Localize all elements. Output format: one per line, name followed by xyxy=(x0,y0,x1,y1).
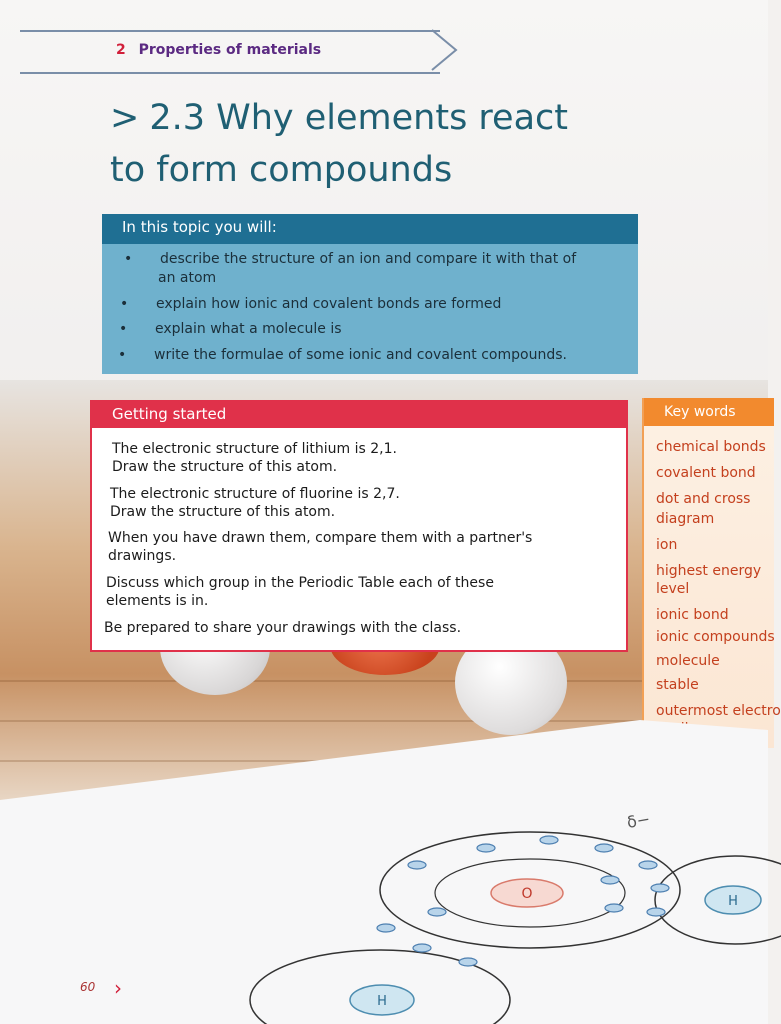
chapter-number: 2 xyxy=(116,42,126,58)
topic-item: • explain how ionic and covalent bonds are formed xyxy=(120,296,502,312)
topic-item: • explain what a molecule is xyxy=(119,321,342,337)
topic-item-continuation: an atom xyxy=(158,270,217,286)
bullet-icon: • xyxy=(120,296,129,312)
getting-started-line: Draw the structure of this atom. xyxy=(110,504,336,520)
topic-item: • describe the structure of an ion and compare it with that of xyxy=(124,251,577,267)
title-chevron-icon: > xyxy=(110,98,140,138)
key-word: ion xyxy=(656,537,678,553)
getting-started-line: elements is in. xyxy=(106,593,209,609)
hydrogen-right-label: H xyxy=(728,894,738,909)
key-words-heading: Key words xyxy=(644,398,774,426)
bullet-icon: • xyxy=(124,251,133,267)
hydrogen-left-label: H xyxy=(377,994,387,1009)
getting-started-heading: Getting started xyxy=(92,402,626,428)
key-word: dot and cross xyxy=(656,491,751,507)
getting-started-line: Discuss which group in the Periodic Table each of these xyxy=(106,575,494,591)
getting-started-box xyxy=(90,400,628,652)
key-word: level xyxy=(656,581,690,597)
topic-heading: In this topic you will: xyxy=(102,214,638,244)
partial-charge-label: δ− xyxy=(625,809,652,832)
key-words-box xyxy=(642,398,781,748)
topic-item: • write the formulae of some ionic and covalent compounds. xyxy=(118,347,567,363)
title-line-2: to form compounds xyxy=(110,150,453,190)
key-word: stable xyxy=(656,677,699,693)
bullet-icon: • xyxy=(119,321,128,337)
topic-objectives-box xyxy=(102,214,638,374)
getting-started-line: When you have drawn them, compare them with a partner's xyxy=(108,530,533,546)
title-line-1: 2.3 Why elements react xyxy=(149,98,568,138)
getting-started-line: Be prepared to share your drawings with the class. xyxy=(104,620,462,636)
getting-started-line: drawings. xyxy=(108,548,177,564)
chapter-header xyxy=(116,42,321,58)
key-word: chemical bonds xyxy=(656,439,766,455)
key-word: highest energy xyxy=(656,563,762,579)
bullet-icon: • xyxy=(118,347,127,363)
chapter-title: Properties of materials xyxy=(138,42,322,58)
getting-started-line: The electronic structure of lithium is 2,1. xyxy=(112,441,397,457)
key-word: molecule xyxy=(656,653,720,669)
next-page-chevron-icon: › xyxy=(114,976,122,1000)
page-title xyxy=(110,92,630,196)
key-word: covalent bond xyxy=(656,465,756,481)
oxygen-label: O xyxy=(521,886,533,902)
ribbon-arrow-icon xyxy=(430,28,460,72)
key-word: ionic bond xyxy=(656,607,729,623)
getting-started-line: Draw the structure of this atom. xyxy=(112,459,338,475)
getting-started-line: The electronic structure of fluorine is 2,7. xyxy=(110,486,400,502)
key-word: outermost electro xyxy=(656,703,781,719)
key-word: ionic compounds xyxy=(656,629,775,645)
page-number: 60 xyxy=(80,980,96,994)
key-word: diagram xyxy=(656,511,715,527)
